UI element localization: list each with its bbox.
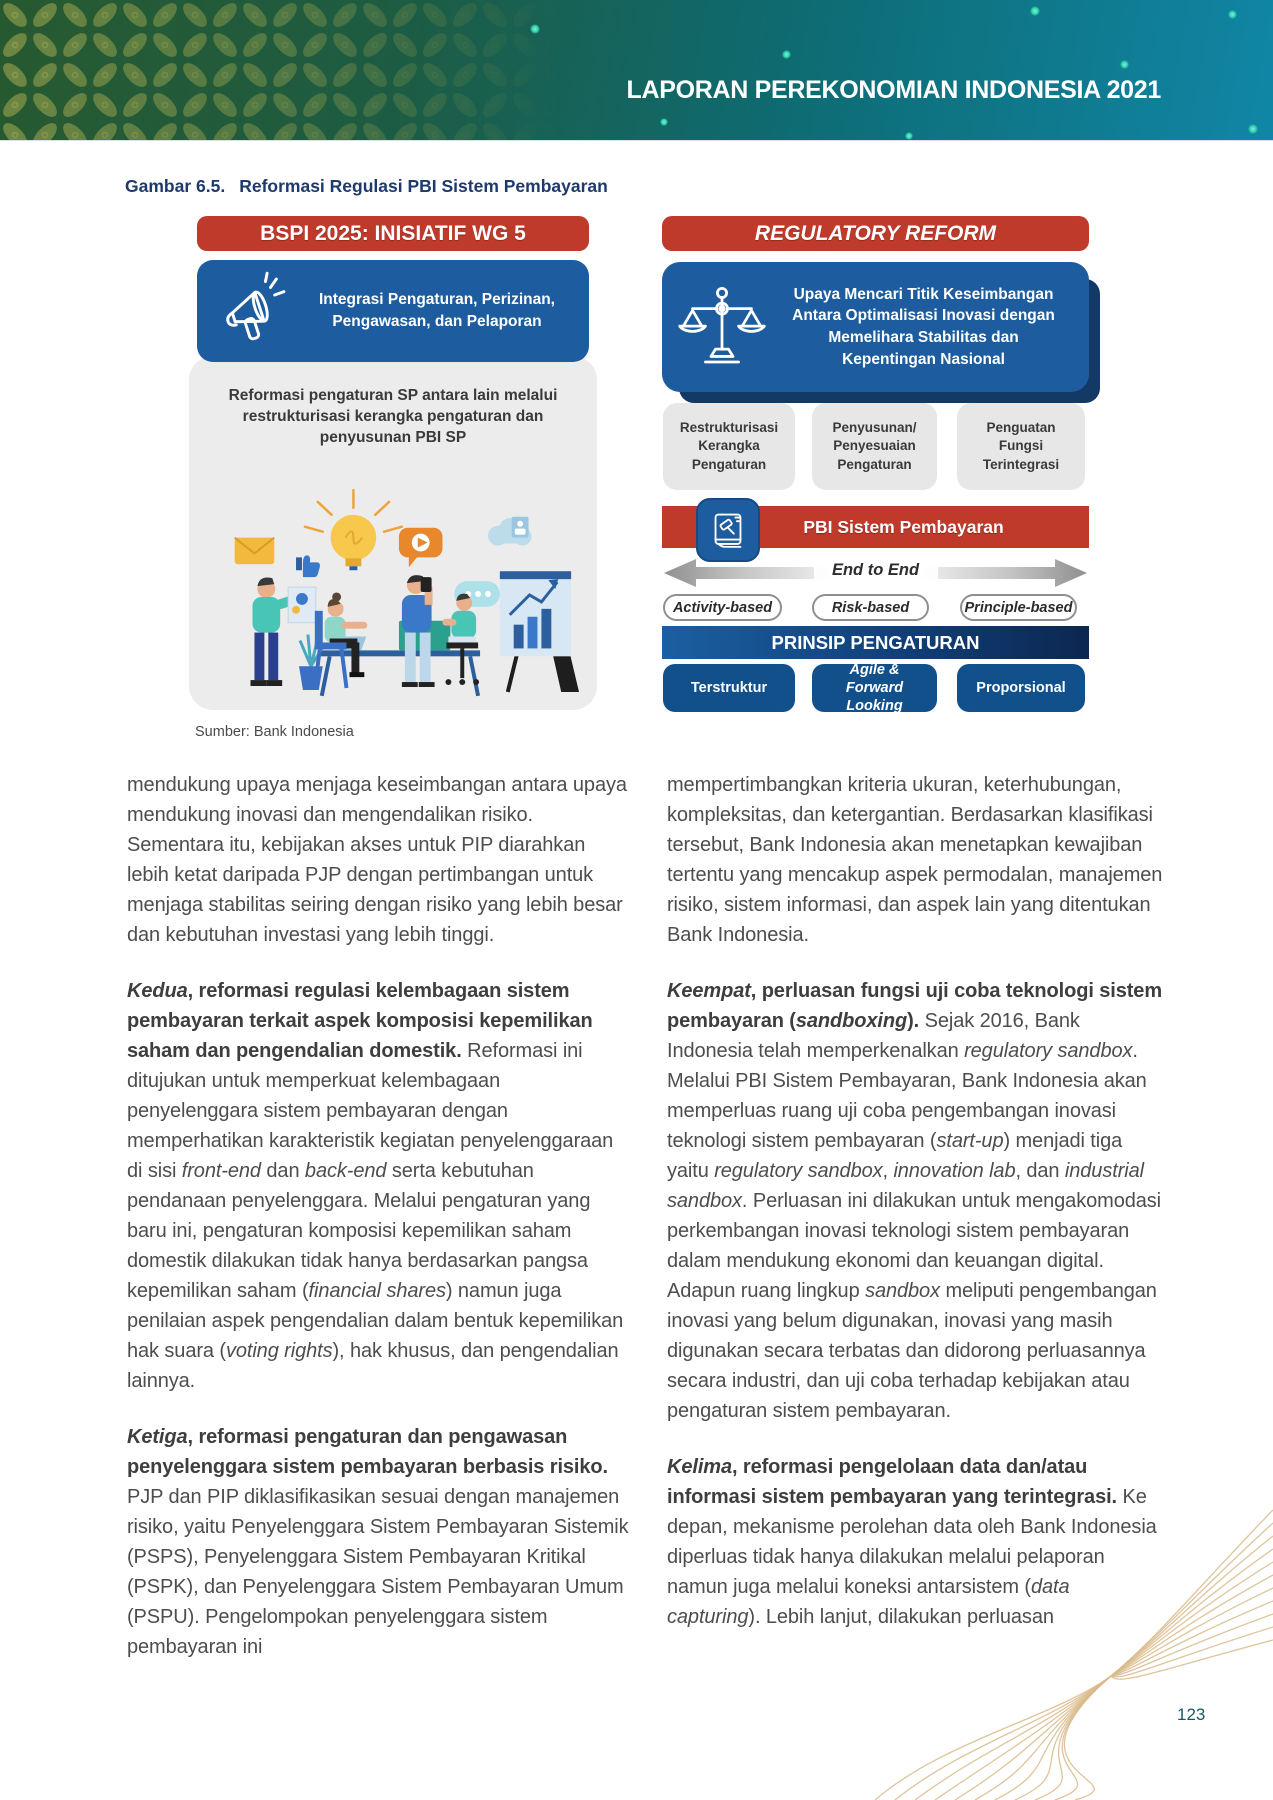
right-panel-header: REGULATORY REFORM [662, 216, 1089, 251]
pill-risk-based: Risk-based [812, 594, 929, 621]
paragraph: mendukung upaya menjaga keseimbangan antara upaya mendukung inovasi dan mengendalikan risiko. Sementara itu, kebijakan akses untuk PIP diarahkan lebih ketat daripada PJP dengan pertimbangan untuk menjaga stabilitas seiring dengan risiko yang lebih besar dan kebutuhan investasi yang lebih tinggi. [127, 774, 627, 946]
right-panel-blue-card [662, 262, 1089, 392]
figure-caption-label: Gambar 6.5. [125, 176, 226, 196]
batik-kawung-pattern [0, 0, 560, 140]
end-to-end-label: End to End [831, 561, 920, 579]
scales-of-justice-icon [662, 281, 782, 373]
teamwork-illustration [205, 484, 581, 702]
pbi-bar [662, 506, 1089, 548]
report-title: LAPORAN PEREKONOMIAN INDONESIA 2021 [626, 76, 1161, 104]
prinsip-bar: PRINSIP PENGATURAN [662, 626, 1089, 659]
left-panel-blue-card [197, 260, 589, 362]
paragraph: Keempat, perluasan fungsi uji coba teknologi sistem pembayaran (sandboxing). Sejak 2016, Bank Indonesia telah memperkenalkan regulatory sandbox. Melalui PBI Sistem Pembayaran, Bank Indonesia akan memperluas ruang uji coba pengembangan inovasi teknologi sistem pembayaran (start-up) menjadi tiga yaitu regulatory sandbox, innovation lab, dan industrial sandbox. Perluasan ini dilakukan untuk mengakomodasi perkembangan inovasi teknologi sistem pembayaran dalam mendukung ekonomi dan keuangan digital. Adapun ruang lingkup sandbox meliputi pengembangan inovasi yang belum digunakan, inovasi yang masih digunakan secara terbatas dan didorong perluasannya secara industri, dan uji coba terhadap kebijakan atau pengaturan sistem pembayaran. [667, 980, 1163, 1422]
paragraph: Kelima, reformasi pengelolaan data dan/atau informasi sistem pembayaran yang terintegrasi. Ke depan, mekanisme perolehan data oleh Bank Indonesia diperluas tidak hanya dilakukan melalui pelaporan namun juga melalui koneksi antarsistem (data capturing). Lebih lanjut, dilakukan perluasan [667, 1456, 1157, 1628]
decorative-curves [811, 1504, 1273, 1800]
left-panel-blue-text: Integrasi Pengaturan, Perizinan, Pengawasan, dan Pelaporan [318, 291, 555, 330]
reform-pillar-1: Restrukturisasi Kerangka Pengaturan [663, 403, 795, 490]
left-panel-body [189, 356, 597, 710]
glow-dot [530, 24, 540, 34]
glow-dot [1248, 124, 1258, 134]
page-number: 123 [1177, 1705, 1206, 1724]
paragraph: Ketiga, reformasi pengaturan dan pengawasan penyelenggara sistem pembayaran berbasis risiko. PJP dan PIP diklasifikasikan sesuai dengan manajemen risiko, yaitu Penyelenggara Sistem Pembayaran Sistemik (PSPS), Penyelenggara Sistem Pembayaran Kritikal (PSPK), dan Penyelenggara Sistem Pembayaran Umum (PSPU). Pengelompokan penyelenggara sistem pembayaran ini [127, 1426, 629, 1658]
glow-dot [1120, 60, 1129, 69]
paragraph: mempertimbangkan kriteria ukuran, keterhubungan, kompleksitas, dan ketergantian. Berdasarkan klasifikasi tersebut, Bank Indonesia akan menetapkan kewajiban tertentu yang mencakup aspek permodalan, manajemen risiko, sistem informasi, dan aspek lain yang ditentukan Bank Indonesia. [667, 774, 1163, 946]
principle-box-1: Terstruktur [663, 664, 795, 712]
principle-box-2: Agile & Forward Looking [812, 664, 937, 712]
left-panel-header: BSPI 2025: INISIATIF WG 5 [197, 216, 589, 251]
page-header-banner [0, 0, 1273, 141]
body-left-column [127, 770, 631, 1688]
pill-activity-based: Activity-based [663, 594, 782, 621]
left-panel-text: Reformasi pengaturan SP antara lain melalui restrukturisasi kerangka pengaturan dan penyusunan PBI SP [228, 387, 558, 446]
pbi-bar-label: PBI Sistem Pembayaran [803, 516, 1004, 537]
glow-dot [1030, 6, 1040, 16]
glow-dot [905, 132, 913, 140]
figure-source: Sumber: Bank Indonesia [195, 724, 354, 740]
glow-dot [1228, 10, 1237, 19]
glow-dot [660, 118, 668, 126]
right-panel-blue-text: Upaya Mencari Titik Keseimbangan Antara Optimalisasi Inovasi dengan Memelihara Stabilitas dan Kepentingan Nasional [792, 285, 1055, 368]
reform-pillar-2: Penyusunan/ Penyesuaian Pengaturan [812, 403, 937, 490]
glow-dot [782, 50, 791, 59]
principle-box-3: Proporsional [957, 664, 1085, 712]
end-to-end-arrow [662, 558, 1089, 588]
figure-caption [125, 176, 608, 197]
regulation-book-gavel-icon [696, 498, 760, 562]
megaphone-icon [197, 269, 307, 353]
pill-principle-based: Principle-based [960, 594, 1077, 621]
figure-caption-title: Reformasi Regulasi PBI Sistem Pembayaran [239, 176, 608, 196]
reform-pillar-3: Penguatan Fungsi Terintegrasi [957, 403, 1085, 490]
paragraph: Kedua, reformasi regulasi kelembagaan sistem pembayaran terkait aspek komposisi kepemilikan saham dan pengendalian domestik. Reformasi ini ditujukan untuk memperkuat kelembagaan penyelenggara sistem pembayaran dengan memperhatikan karakteristik kegiatan penyelenggaraan di sisi front-end dan back-end serta kebutuhan pendanaan penyelenggara. Melalui pengaturan yang baru ini, pengaturan komposisi kepemilikan saham domestik dilakukan tidak hanya berdasarkan pangsa kepemilikan saham (financial shares) namun juga penilaian aspek pengendalian dalam bentuk kepemilikan hak suara (voting rights), hak khusus, dan pengendalian lainnya. [127, 980, 624, 1392]
